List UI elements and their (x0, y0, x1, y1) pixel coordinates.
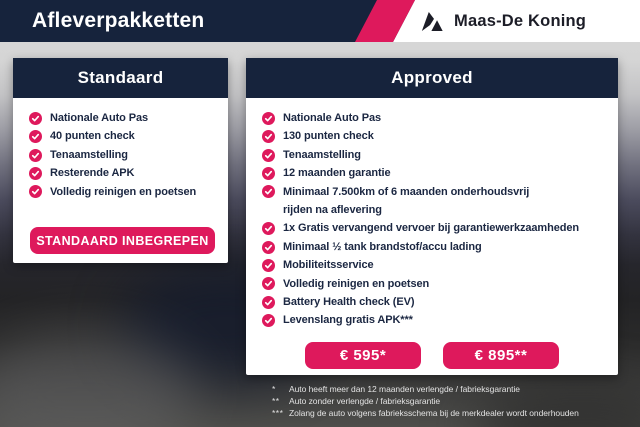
feature-item (262, 293, 610, 311)
maas-de-koning-m-logo-icon (421, 11, 447, 32)
footnote-marker: ** (272, 396, 280, 406)
feature-text: Resterende APK (50, 167, 135, 180)
feature-item (262, 109, 610, 127)
feature-text: 1x Gratis vervangend vervoer bij garantiewerkzaamheden (283, 222, 580, 235)
price-button[interactable]: € 895** (443, 342, 559, 369)
feature-text: Levenslang gratis APK*** (283, 314, 413, 327)
check-circle-icon (262, 112, 275, 125)
feature-item (29, 183, 220, 201)
footnote-row (272, 407, 579, 419)
feature-item (262, 238, 610, 256)
check-circle-icon (262, 296, 275, 309)
feature-item (29, 109, 220, 127)
feature-text: Volledig reinigen en poetsen (50, 185, 197, 198)
check-circle-icon (29, 130, 42, 143)
feature-item (262, 256, 610, 274)
feature-item (29, 127, 220, 145)
standard-package-card (13, 58, 228, 263)
check-circle-icon (262, 130, 275, 143)
feature-text: Volledig reinigen en poetsen (283, 277, 430, 290)
feature-item (29, 164, 220, 182)
footnote-marker: *** (272, 408, 284, 418)
feature-item (262, 183, 610, 220)
footnotes (272, 383, 579, 419)
standard-included-button[interactable]: STANDAARD INBEGREPEN (30, 227, 215, 254)
check-circle-icon (262, 314, 275, 327)
check-circle-icon (262, 149, 275, 162)
price-button[interactable]: € 595* (305, 342, 421, 369)
standard-card-title: Standaard (13, 58, 228, 98)
price-buttons (246, 342, 618, 369)
check-circle-icon (262, 185, 275, 198)
footnote-text: Auto heeft meer dan 12 maanden verlengde / fabrieksgarantie (289, 384, 520, 394)
page-title: Afleverpakketten (32, 9, 205, 32)
check-circle-icon (29, 167, 42, 180)
header-bar (0, 0, 640, 42)
check-circle-icon (29, 185, 42, 198)
feature-text: Nationale Auto Pas (283, 112, 382, 124)
feature-text: 12 maanden garantie (283, 167, 391, 180)
footnote-marker: * (272, 384, 276, 394)
feature-item (262, 146, 610, 164)
feature-text: Mobiliteitsservice (283, 259, 374, 272)
feature-text: Tenaamstelling (283, 148, 361, 161)
check-circle-icon (262, 277, 275, 290)
check-circle-icon (29, 149, 42, 162)
footnote-row (272, 383, 579, 395)
approved-card-title: Approved (246, 58, 618, 98)
feature-text: Minimaal ½ tank brandstof/accu lading (283, 240, 482, 253)
brand (421, 0, 586, 42)
check-circle-icon (262, 222, 275, 235)
feature-item (262, 127, 610, 145)
feature-item (262, 311, 610, 329)
feature-text: Tenaamstelling (50, 148, 128, 161)
check-circle-icon (262, 167, 275, 180)
feature-item (29, 146, 220, 164)
footnote-text: Auto zonder verlengde / fabrieksgarantie (289, 396, 441, 406)
check-circle-icon (29, 112, 42, 125)
feature-text: Nationale Auto Pas (50, 112, 149, 124)
standard-feature-list (13, 98, 228, 201)
approved-package-card (246, 58, 618, 375)
feature-text: Battery Health check (EV) (283, 296, 415, 309)
feature-text: 130 punten check (283, 130, 374, 143)
feature-text: 40 punten check (50, 130, 135, 143)
approved-feature-list (246, 98, 618, 330)
feature-item (262, 275, 610, 293)
feature-item (262, 219, 610, 237)
footnote-row (272, 395, 579, 407)
feature-item (262, 164, 610, 182)
feature-text: Minimaal 7.500km of 6 maanden onderhoudsvrij rijden na aflevering (283, 185, 530, 217)
footnote-text: Zolang de auto volgens fabrieksschema bij de merkdealer wordt onderhouden (289, 408, 579, 418)
check-circle-icon (262, 259, 275, 272)
brand-name: Maas-De Koning (454, 11, 587, 30)
check-circle-icon (262, 241, 275, 254)
